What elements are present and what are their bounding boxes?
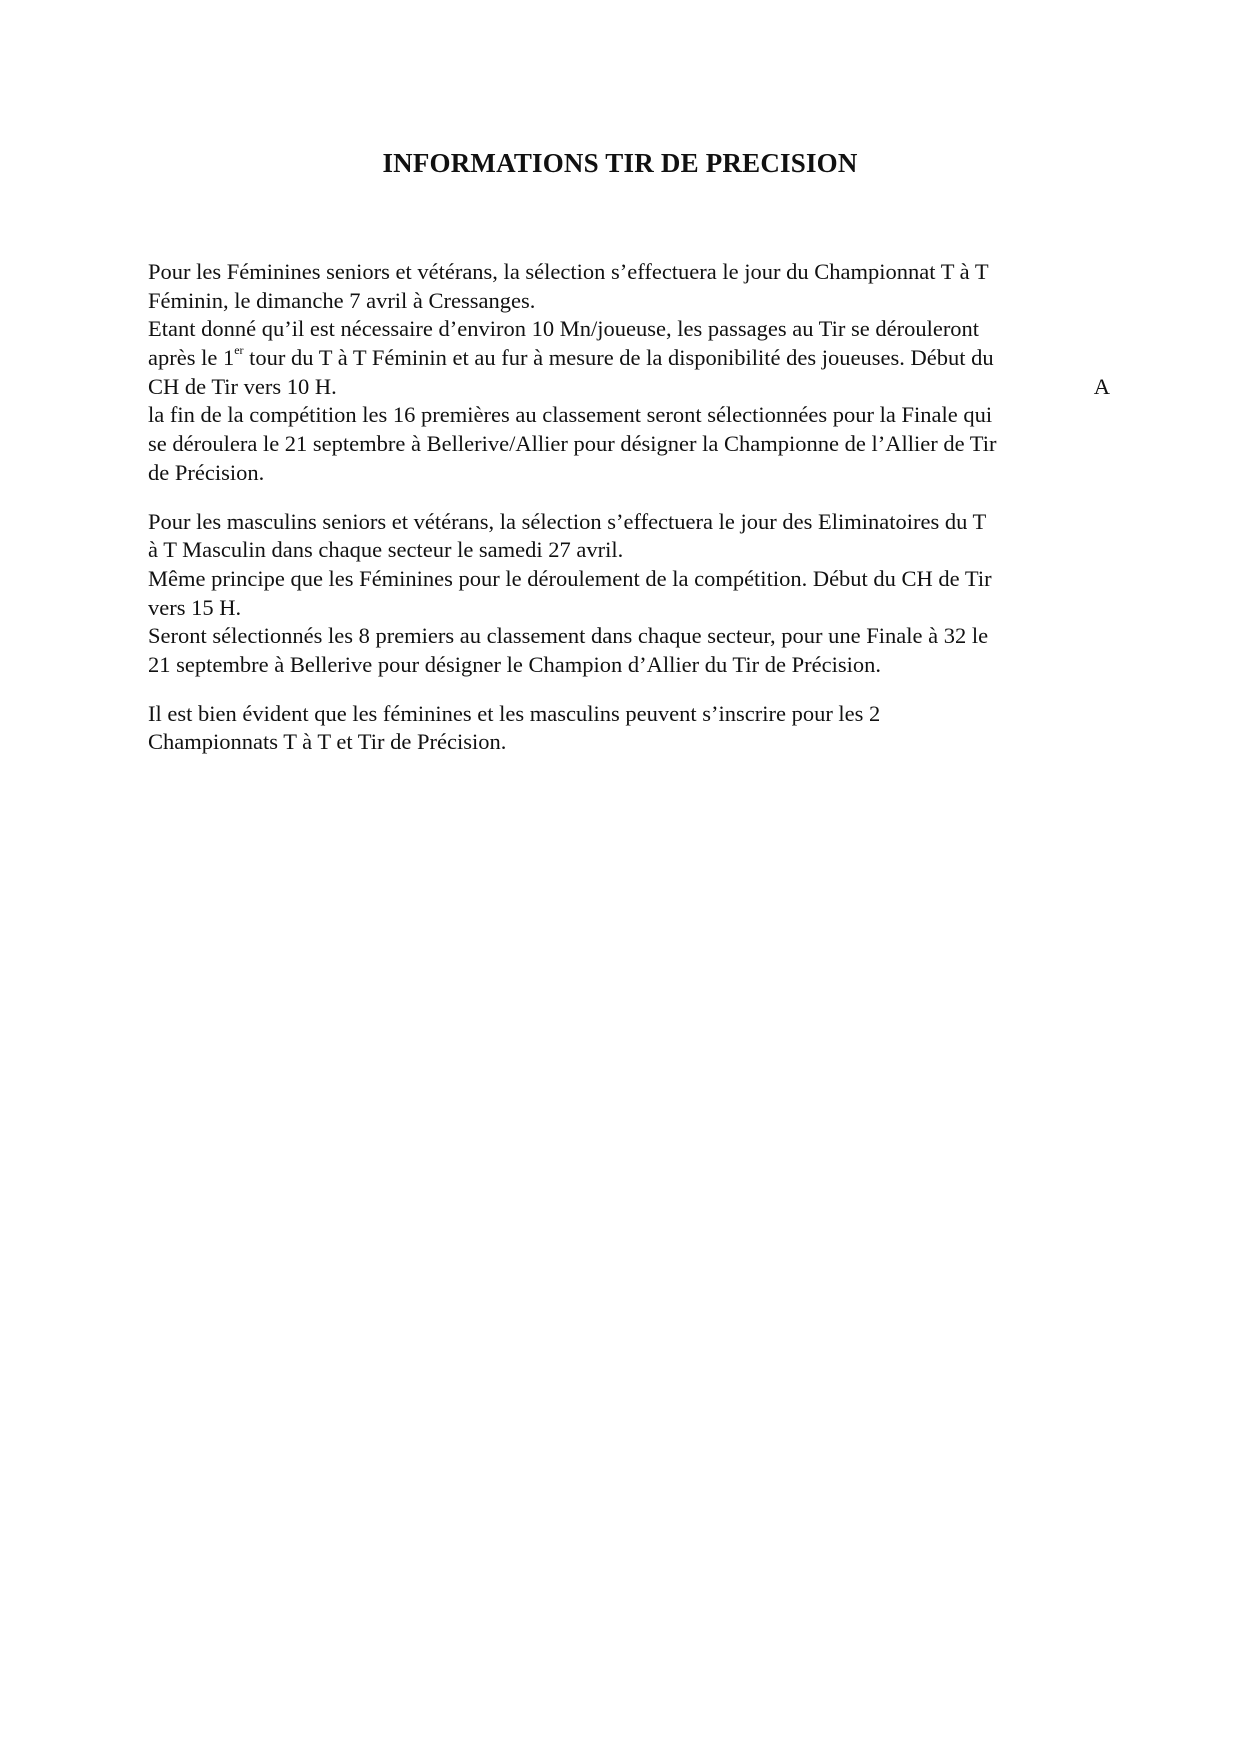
ordinal-superscript: er bbox=[234, 342, 244, 357]
paragraph-gap bbox=[148, 680, 1106, 700]
text-line: Etant donné qu’il est nécessaire d’environ 10 Mn/joueuse, les passages au Tir se dérouleront bbox=[148, 316, 980, 342]
document-title: INFORMATIONS TIR DE PRECISION bbox=[382, 148, 858, 178]
text-line: vers 15 H. bbox=[148, 594, 242, 620]
text-line: Même principe que les Féminines pour le déroulement de la compétition. Début du CH de Tir bbox=[148, 565, 992, 591]
text-fragment: après le 1 bbox=[148, 345, 235, 371]
paragraph-feminines bbox=[148, 258, 1110, 488]
text-line: à T Masculin dans chaque secteur le samedi 27 avril. bbox=[148, 537, 624, 563]
text-line bbox=[148, 344, 1106, 373]
text-line: de Précision. bbox=[148, 459, 265, 485]
document-body bbox=[148, 258, 1110, 757]
paragraph-masculins bbox=[148, 508, 1106, 680]
text-line: Pour les Féminines seniors et vétérans, la sélection s’effectuera le jour du Championnat T à T bbox=[148, 259, 989, 284]
text-fragment-right: A bbox=[1093, 373, 1110, 399]
text-line bbox=[148, 373, 1110, 402]
text-fragment: CH de Tir vers 10 H. bbox=[148, 373, 337, 399]
text-line: Seront sélectionnés les 8 premiers au classement dans chaque secteur, pour une Finale à 32 le bbox=[148, 623, 989, 649]
text-line: se déroulera le 21 septembre à Bellerive/Allier pour désigner la Championne de l’Allier de Tir bbox=[148, 431, 997, 457]
text-fragment: tour du T à T Féminin et au fur à mesure de la disponibilité des joueuses. Début du bbox=[243, 345, 994, 371]
text-line: Pour les masculins seniors et vétérans, la sélection s’effectuera le jour des Eliminatoires du T bbox=[148, 508, 987, 534]
text-line: Il est bien évident que les féminines et les masculins peuvent s’inscrire pour les 2 bbox=[148, 700, 881, 726]
text-line: 21 septembre à Bellerive pour désigner le Champion d’Allier du Tir de Précision. bbox=[148, 651, 881, 677]
text-line: la fin de la compétition les 16 premières au classement seront sélectionnées pour la Finale qui bbox=[148, 402, 993, 428]
text-line: Championnats T à T et Tir de Précision. bbox=[148, 729, 507, 755]
paragraph-inscription bbox=[148, 700, 1106, 757]
text-line: Féminin, le dimanche 7 avril à Cressanges. bbox=[148, 287, 536, 313]
paragraph-gap bbox=[148, 488, 1106, 508]
